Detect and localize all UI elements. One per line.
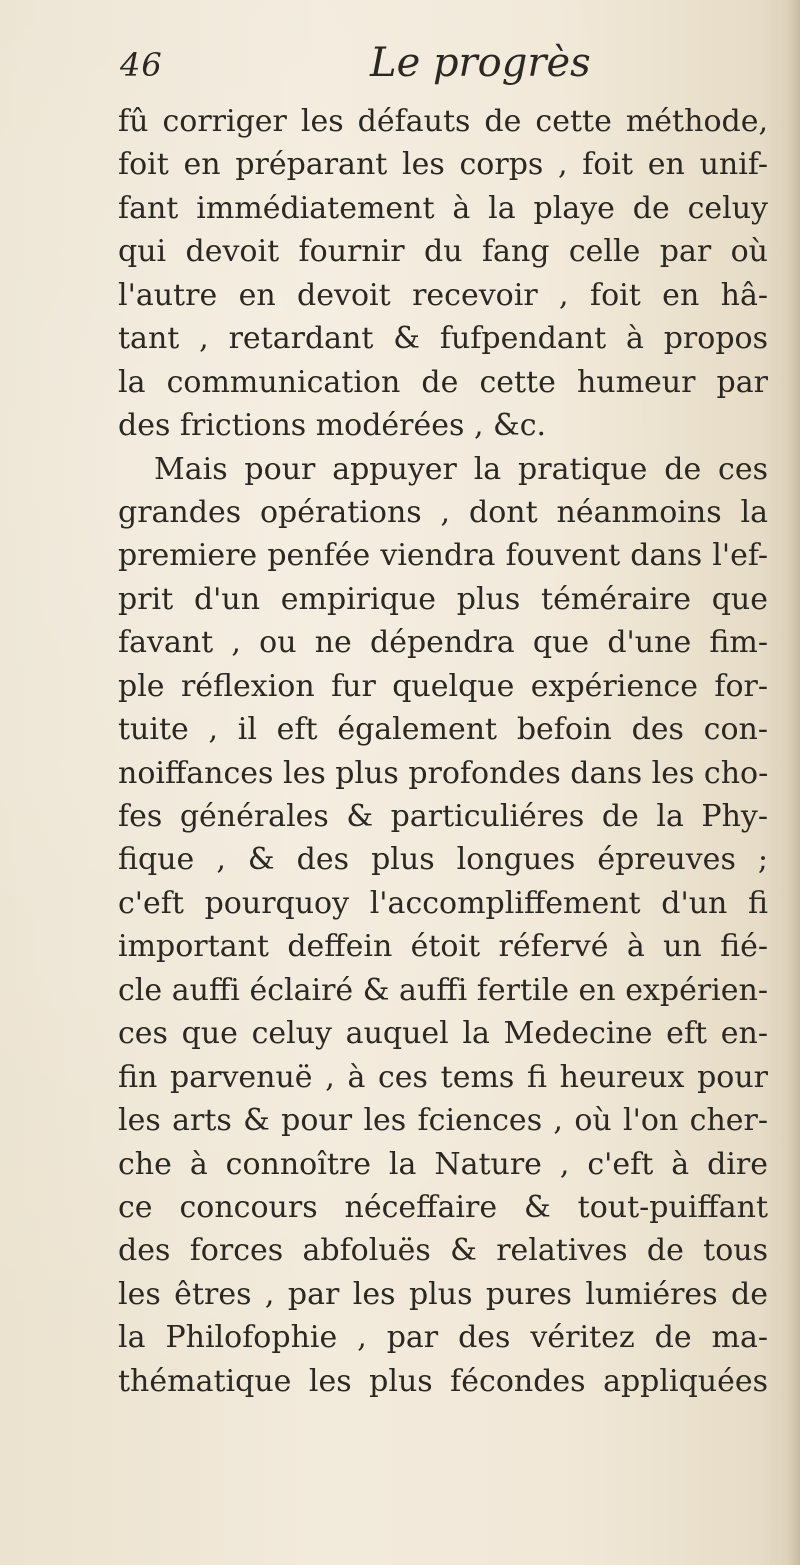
text-line: noiffances les plus profondes dans les cho-: [118, 755, 768, 791]
text-line: fant immédiatement à la playe de celuy: [118, 190, 768, 226]
text-line: ce concours néceffaire & tout-puiffant: [118, 1189, 768, 1225]
text-line: important deffein étoit réfervé à un fié-: [118, 929, 768, 965]
paragraph-start-line: Mais pour appuyer la pratique de ces: [154, 451, 768, 487]
text-line: ple réflexion fur quelque expérience for-: [118, 668, 768, 704]
text-line: ces que celuy auquel la Medecine eft en-: [118, 1016, 768, 1052]
text-line: la Philofophie , par des véritez de ma-: [118, 1320, 768, 1356]
text-line: grandes opérations , dont néanmoins la: [118, 494, 768, 530]
text-line: fique , & des plus longues épreuves ;: [118, 842, 768, 878]
page-edge-shadow: [786, 0, 800, 1565]
text-line: che à connoître la Nature , c'eft à dire: [118, 1146, 768, 1182]
text-line: prit d'un empirique plus téméraire que: [118, 581, 768, 617]
text-line: thématique les plus fécondes appliquées: [118, 1363, 768, 1399]
text-line: premiere penfée viendra fouvent dans l'ef-: [118, 538, 768, 574]
text-line: c'eft pourquoy l'accompliffement d'un fi: [118, 885, 768, 921]
page-number: 46: [120, 46, 163, 84]
text-line: fin parvenuë , à ces tems fi heureux pour: [118, 1059, 768, 1095]
text-line: qui devoit fournir du fang celle par où: [118, 234, 768, 270]
text-line: foit en préparant les corps , foit en unif-: [118, 147, 768, 183]
text-line: les arts & pour les fciences , où l'on cher-: [118, 1103, 768, 1139]
text-line: favant , ou ne dépendra que d'une fim-: [118, 625, 768, 661]
body-text: [118, 100, 768, 1403]
text-line: tant , retardant & fufpendant à propos: [118, 321, 768, 357]
page-header: [120, 40, 740, 100]
text-line: la communication de cette humeur par: [118, 364, 768, 400]
text-line: des forces abfoluës & relatives de tous: [118, 1233, 768, 1269]
text-line: fû corriger les défauts de cette méthode,: [118, 104, 768, 139]
text-line: des frictions modérées , &c.: [118, 408, 547, 444]
text-line: tuite , il eft également befoin des con-: [118, 712, 768, 748]
text-line: fes générales & particuliéres de la Phy-: [118, 799, 768, 834]
text-line: cle auffi éclairé & auffi fertile en expérien-: [118, 972, 768, 1008]
running-title: Le progrès: [370, 40, 591, 86]
text-line: l'autre en devoit recevoir , foit en hâ-: [118, 277, 768, 313]
text-line: les êtres , par les plus pures lumiéres de: [118, 1276, 768, 1312]
